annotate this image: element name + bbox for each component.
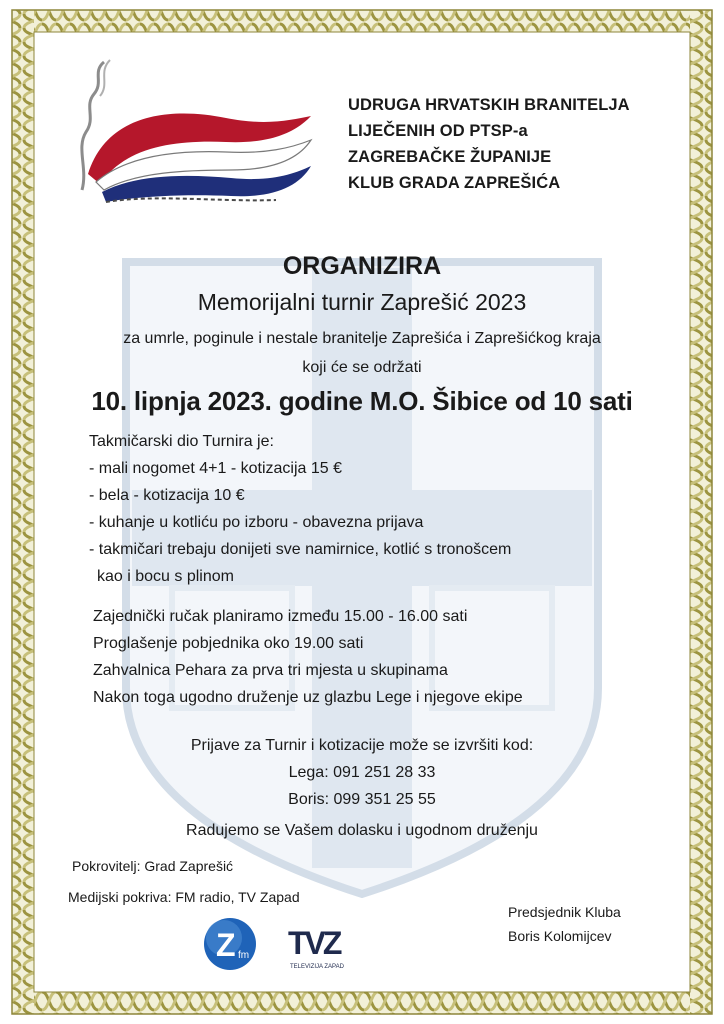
zfm-logo-sub: fm — [238, 950, 250, 961]
zfm-logo-letter: Z — [216, 927, 236, 963]
registration-intro: Prijave za Turnir i kotizacije može se izvršiti kod: — [190, 737, 534, 754]
schedule-line: Zahvalnica Pehara za prva tri mjesta u skupinama — [93, 662, 448, 679]
list-item: - bela - kotizacija 10 € — [89, 487, 245, 504]
list-item: - mali nogomet 4+1 - kotizacija 15 € — [89, 460, 343, 477]
event-title: Memorijalni turnir Zaprešić 2023 — [197, 289, 527, 315]
schedule-line: Nakon toga ugodno druženje uz glazbu Lege i njegove ekipe — [93, 689, 523, 706]
contact-boris: Boris: 099 351 25 55 — [288, 791, 436, 808]
tvz-logo — [286, 916, 358, 972]
competition-intro: Takmičarski dio Turnira je: — [89, 433, 274, 450]
event-subtitle: za umrle, poginule i nestale branitelje Zaprešića i Zaprešićkog kraja — [123, 330, 601, 347]
schedule-line: Zajednički ručak planiramo između 15.00 - 16.00 sati — [93, 608, 468, 625]
list-item: - takmičari trebaju donijeti sve namirnice, kotlić s tronošcem — [89, 541, 512, 558]
contact-lega: Lega: 091 251 28 33 — [288, 764, 436, 781]
organization-name — [348, 92, 630, 196]
president-name: Boris Kolomijcev — [508, 928, 612, 944]
organization-line: ZAGREBAČKE ŽUPANIJE — [348, 148, 552, 166]
flag-ribbon-logo — [66, 56, 326, 216]
organization-line: LIJEČENIH OD PTSP-a — [348, 122, 528, 140]
event-subtitle-continuation: koji će se održati — [302, 359, 422, 376]
zfm-logo — [202, 916, 260, 972]
president-title: Predsjednik Kluba — [508, 904, 621, 920]
tvz-logo-caption: TELEVIZIJA ZAPAD — [290, 964, 344, 970]
list-item-continuation: kao i bocu s plinom — [97, 568, 234, 585]
schedule-line: Proglašenje pobjednika oko 19.00 sati — [93, 635, 364, 652]
tvz-logo-mark: TVZ — [288, 925, 340, 961]
organizira-heading: ORGANIZIRA — [282, 252, 442, 280]
media-line: Medijski pokriva: FM radio, TV Zapad — [68, 889, 300, 905]
event-date: 10. lipnja 2023. godine M.O. Šibice od 10 sati — [91, 386, 633, 416]
organization-line: UDRUGA HRVATSKIH BRANITELJA — [348, 96, 630, 114]
sponsor-line: Pokrovitelj: Grad Zaprešić — [72, 858, 234, 874]
list-item: - kuhanje u kotliću po izboru - obavezna prijava — [89, 514, 424, 531]
closing-line: Radujemo se Vašem dolasku i ugodnom druženju — [186, 822, 538, 839]
registration-block — [0, 732, 724, 813]
president-block — [508, 900, 621, 948]
competition-list — [89, 428, 511, 590]
schedule-block — [93, 603, 523, 711]
organization-line: KLUB GRADA ZAPREŠIĆA — [348, 174, 561, 192]
